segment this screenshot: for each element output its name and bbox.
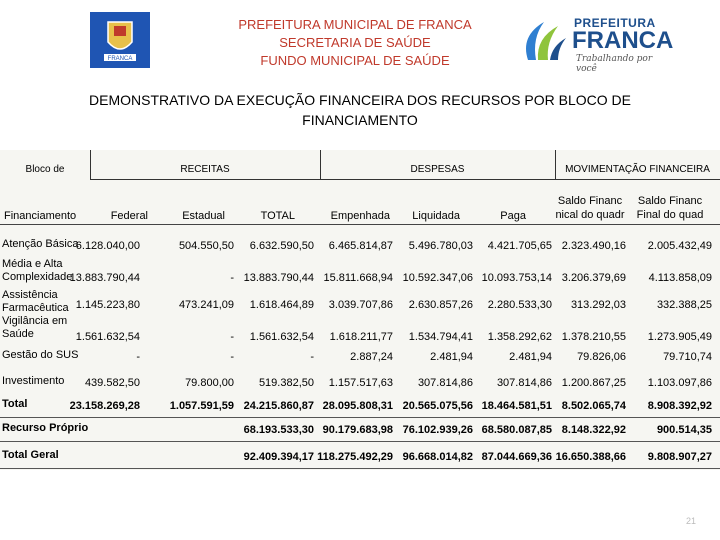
table-cell: 2.005.432,49 [647, 240, 712, 252]
group-separator [320, 150, 321, 179]
table-cell: 1.358.292,62 [487, 331, 552, 343]
group-separator [90, 150, 91, 179]
row-label [2, 398, 27, 411]
col-header-paga: Paga [500, 210, 526, 222]
row-label [2, 238, 78, 251]
table-cell: 10.093.753,14 [481, 272, 552, 284]
table-row [0, 422, 720, 438]
report-title [30, 90, 690, 130]
row-label-line: Vigilância em [2, 315, 68, 327]
group-receitas: RECEITAS [180, 164, 230, 175]
table-cell: 96.668.014,82 [402, 451, 473, 463]
institution-heading [200, 16, 510, 70]
row-label-line: Total [2, 398, 28, 410]
table-row [0, 449, 720, 465]
table-cell: 1.534.794,41 [408, 331, 473, 343]
page-number: 21 [685, 516, 696, 526]
table-cell: 2.481,94 [509, 351, 552, 363]
row-label-line: Média e Alta [2, 258, 63, 270]
table-cell: 24.215.860,87 [243, 400, 314, 412]
table-cell: - [310, 351, 314, 363]
row-label [2, 422, 88, 435]
group-movimentacao: MOVIMENTAÇÃO FINANCEIRA [565, 164, 710, 175]
title-line-2: FINANCIAMENTO [302, 112, 418, 128]
table-cell: - [230, 272, 234, 284]
table-row [0, 315, 720, 345]
row-divider [0, 417, 720, 418]
table-cell: 15.811.668,94 [323, 272, 393, 284]
table-cell: 23.158.269,28 [69, 400, 140, 412]
table-cell: 3.039.707,86 [328, 299, 393, 311]
table-cell: 79.800,00 [185, 377, 234, 389]
table-cell: 6.128.040,00 [75, 240, 140, 252]
table-cell: 2.481,94 [430, 351, 473, 363]
table-cell: 1.200.867,25 [561, 377, 626, 389]
table-cell: 1.157.517,63 [328, 377, 393, 389]
table-cell: 79.826,06 [577, 351, 626, 363]
col-header-saldo-inicial: Saldo Financ nical do quadr [555, 195, 625, 221]
table-cell: 87.044.669,36 [481, 451, 552, 463]
table-cell: - [136, 351, 140, 363]
col-header-financiamento: Financiamento [4, 210, 77, 222]
table-cell: 20.565.075,56 [402, 400, 473, 412]
table-cell: 68.580.087,85 [481, 424, 552, 436]
row-divider [0, 468, 720, 469]
table-cell: 2.630.857,26 [408, 299, 473, 311]
logo-top-text: PREFEITURA [574, 16, 656, 30]
table-cell: 28.095.808,31 [322, 400, 393, 412]
table-cell: 68.193.533,30 [243, 424, 314, 436]
table-cell: 92.409.394,17 [243, 451, 314, 463]
city-seal-icon [90, 12, 150, 68]
table-row [0, 238, 720, 254]
table-cell: 504.550,50 [178, 240, 234, 252]
table-cell: 1.618.464,89 [249, 299, 314, 311]
table-cell: 4.113.858,09 [648, 272, 712, 284]
table-cell: 90.179.683,98 [322, 424, 393, 436]
row-label [2, 315, 67, 341]
row-label-line: Recurso Próprio [2, 422, 89, 434]
table-cell: - [230, 331, 234, 343]
table-cell: 307.814,86 [417, 377, 473, 389]
row-label-line: Gestão do SUS [2, 349, 79, 361]
table-cell: 118.275.492,29 [317, 451, 393, 463]
table-cell: 76.102.939,26 [402, 424, 473, 436]
group-bloco: Bloco de [25, 164, 65, 175]
heading-line-1: PREFEITURA MUNICIPAL DE FRANCA [238, 17, 472, 32]
row-label-line: Atenção Básica [2, 238, 79, 250]
row-label-line: Total Geral [2, 449, 59, 461]
group-divider [90, 179, 720, 180]
col-header-estadual: Estadual [182, 210, 225, 222]
table-cell: 2.280.533,30 [487, 299, 552, 311]
table-cell: 1.618.211,77 [329, 331, 393, 343]
table-cell: 18.464.581,51 [481, 400, 552, 412]
page-header [0, 0, 720, 80]
table-cell: 3.206.379,69 [561, 272, 626, 284]
table-cell: 2.323.490,16 [561, 240, 626, 252]
row-label [2, 375, 64, 388]
table-cell: 5.496.780,03 [408, 240, 473, 252]
heading-line-3: FUNDO MUNICIPAL DE SAÚDE [260, 53, 450, 68]
col-header-saldo-final: Saldo Financ Final do quad [636, 195, 704, 221]
logo-tagline: Trabalhando por você [576, 54, 653, 74]
row-label-line: Saúde [2, 328, 34, 340]
table-cell: 1.273.905,49 [647, 331, 712, 343]
table-cell: 1.057.591,59 [169, 400, 234, 412]
table-row [0, 289, 720, 313]
financial-table [0, 150, 720, 470]
col-header-empenhada: Empenhada [330, 210, 390, 222]
table-cell: 8.502.065,74 [561, 400, 626, 412]
table-cell: 473.241,09 [178, 299, 234, 311]
table-cell: 10.592.347,06 [402, 272, 473, 284]
table-cell: 439.582,50 [84, 377, 140, 389]
group-separator [555, 150, 556, 179]
table-cell: 8.908.392,92 [647, 400, 712, 412]
title-line-1: DEMONSTRATIVO DA EXECUÇÃO FINANCEIRA DOS RECURSOS POR BLOCO DE [89, 92, 631, 108]
table-cell: 79.710,74 [663, 351, 712, 363]
table-cell: 9.808.907,27 [647, 451, 712, 463]
table-cell: 900.514,35 [656, 424, 712, 436]
row-label-line: Farmacêutica [2, 302, 69, 314]
heading-line-2: SECRETARIA DE SAÚDE [279, 35, 431, 50]
table-row [0, 375, 720, 391]
table-cell: 8.148.322,92 [561, 424, 626, 436]
row-label [2, 349, 78, 362]
table-cell: 2.887,24 [350, 351, 393, 363]
table-row [0, 349, 720, 365]
table-cell: 1.145.223,80 [75, 299, 140, 311]
seal-label: FRANCA [107, 56, 133, 62]
table-cell: 1.378.210,55 [561, 331, 626, 343]
row-label-line: Investimento [2, 375, 65, 387]
table-cell: 6.632.590,50 [249, 240, 314, 252]
table-cell: - [230, 351, 234, 363]
row-label [2, 449, 59, 462]
table-cell: 4.421.705,65 [487, 240, 552, 252]
table-cell: 16.650.388,66 [555, 451, 626, 463]
table-cell: 13.883.790,44 [69, 272, 140, 284]
table-row [0, 398, 720, 414]
table-cell: 307.814,86 [496, 377, 552, 389]
row-label-line: Complexidade [2, 271, 73, 283]
col-header-federal: Federal [110, 210, 148, 222]
table-cell: 1.103.097,86 [647, 377, 712, 389]
col-header-liquidada: Liquidada [412, 210, 460, 222]
table-cell: 313.292,03 [570, 299, 626, 311]
table-cell: 6.465.814,87 [328, 240, 393, 252]
row-label [2, 289, 69, 315]
table-cell: 519.382,50 [258, 377, 314, 389]
row-label [2, 258, 72, 284]
logo-swoosh-icon [518, 16, 568, 64]
table-header [0, 150, 720, 225]
table-cell: 1.561.632,54 [75, 331, 140, 343]
table-cell: 332.388,25 [656, 299, 712, 311]
table-row [0, 258, 720, 286]
row-label-line: Assistência [2, 289, 58, 301]
prefeitura-logo [518, 14, 674, 74]
col-header-total: TOTAL [260, 210, 295, 222]
table-cell: 1.561.632,54 [249, 331, 314, 343]
table-cell: 13.883.790,44 [243, 272, 314, 284]
group-despesas: DESPESAS [410, 164, 465, 175]
logo-main-text: FRANCA [572, 27, 674, 54]
row-divider [0, 441, 720, 442]
